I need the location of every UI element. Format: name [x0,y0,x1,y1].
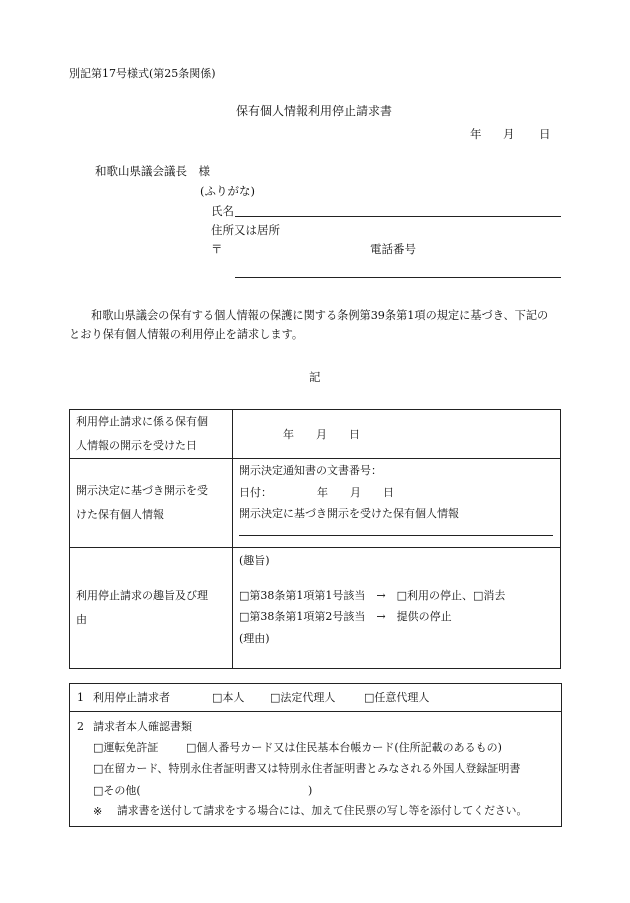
requester-box [69,683,562,827]
label-purpose [70,548,233,669]
value-disclosure-date[interactable] [233,410,561,459]
date-label: 日付： [239,486,272,499]
value-purpose[interactable] [233,548,561,669]
request-table [69,409,561,669]
option-drivers-license[interactable]: □運転免許証 [93,741,159,754]
label-line: けた保有個人情報 [76,508,164,521]
option-other[interactable]: □その他( [93,784,141,797]
label-disclosure-date [70,410,233,459]
note-text: 請求書を送付して請求をする場合には、加えて住民票の写し等を添付してください。 [117,804,528,817]
furigana-label: (ふりがな) [200,184,255,198]
label-line: 人情報の開示を受けた日 [76,439,197,452]
intro-line-1: 和歌山県議会の保有する個人情報の保護に関する条例第39条第1項の規定に基づき、下記の [91,309,549,322]
date-value: 年 月 日 [317,486,394,499]
form-id: 別記第17号様式(第25条関係) [69,67,216,80]
date-month: 月 [503,127,515,141]
intro-line-2: とおり保有個人情報の利用停止を請求します。 [69,328,304,341]
address-label: 住所又は居所 [211,223,280,237]
option-article-1[interactable]: □第38条第1項第1号該当 → □利用の停止、□消去 [239,589,506,602]
info-field-line[interactable] [239,535,553,536]
label-line: 開示決定に基づき開示を受 [76,484,208,497]
note-mark: ※ [93,805,103,818]
requester-number: 1 [77,691,84,704]
value-disclosed-info[interactable] [233,459,561,548]
disclosure-date-value: 年 月 日 [283,428,360,441]
purpose-label: (趣旨) [239,554,270,567]
option-article-2[interactable]: □第38条第1項第2号該当 → 提供の停止 [239,610,452,623]
requester-label: 利用停止請求者 [93,691,170,704]
label-line: 利用停止請求に係る保有個 [76,415,208,428]
option-voluntary-agent[interactable]: □任意代理人 [364,691,430,704]
reason-label: (理由) [239,632,270,645]
requester-row [70,684,561,712]
doc-number-label: 開示決定通知書の文書番号： [239,464,382,477]
name-label: 氏名 [211,204,234,218]
label-line: 由 [76,613,87,626]
label-disclosed-info [70,459,233,548]
label-line: 利用停止請求の趣旨及び理 [76,589,208,602]
date-day: 日 [539,127,551,141]
id-docs-label: 請求者本人確認書類 [93,720,192,733]
info-label: 開示決定に基づき開示を受けた保有個人情報 [239,507,459,520]
id-docs-number: 2 [77,720,84,733]
option-self[interactable]: □本人 [212,691,245,704]
option-my-number-card[interactable]: □個人番号カード又は住民基本台帳カード(住所記載のあるもの) [186,741,502,754]
option-residence-card[interactable]: □在留カード、特別永住者証明書又は特別永住者証明書とみなされる外国人登録証明書 [93,762,521,775]
page-title: 保有個人情報利用停止請求書 [236,104,393,118]
table-row-purpose [70,548,561,669]
phone-label: 電話番号 [370,242,416,256]
addressee: 和歌山県議会議長 様 [95,164,210,178]
name-field-line[interactable] [235,216,561,217]
option-legal-agent[interactable]: □法定代理人 [270,691,336,704]
postal-mark: 〒 [211,242,223,256]
table-row-disclosure-date [70,410,561,459]
date-year: 年 [470,127,482,141]
other-close-paren: ) [308,784,313,797]
ki-heading: 記 [309,370,321,384]
table-row-disclosed-info [70,459,561,548]
address-field-line[interactable] [235,277,561,278]
